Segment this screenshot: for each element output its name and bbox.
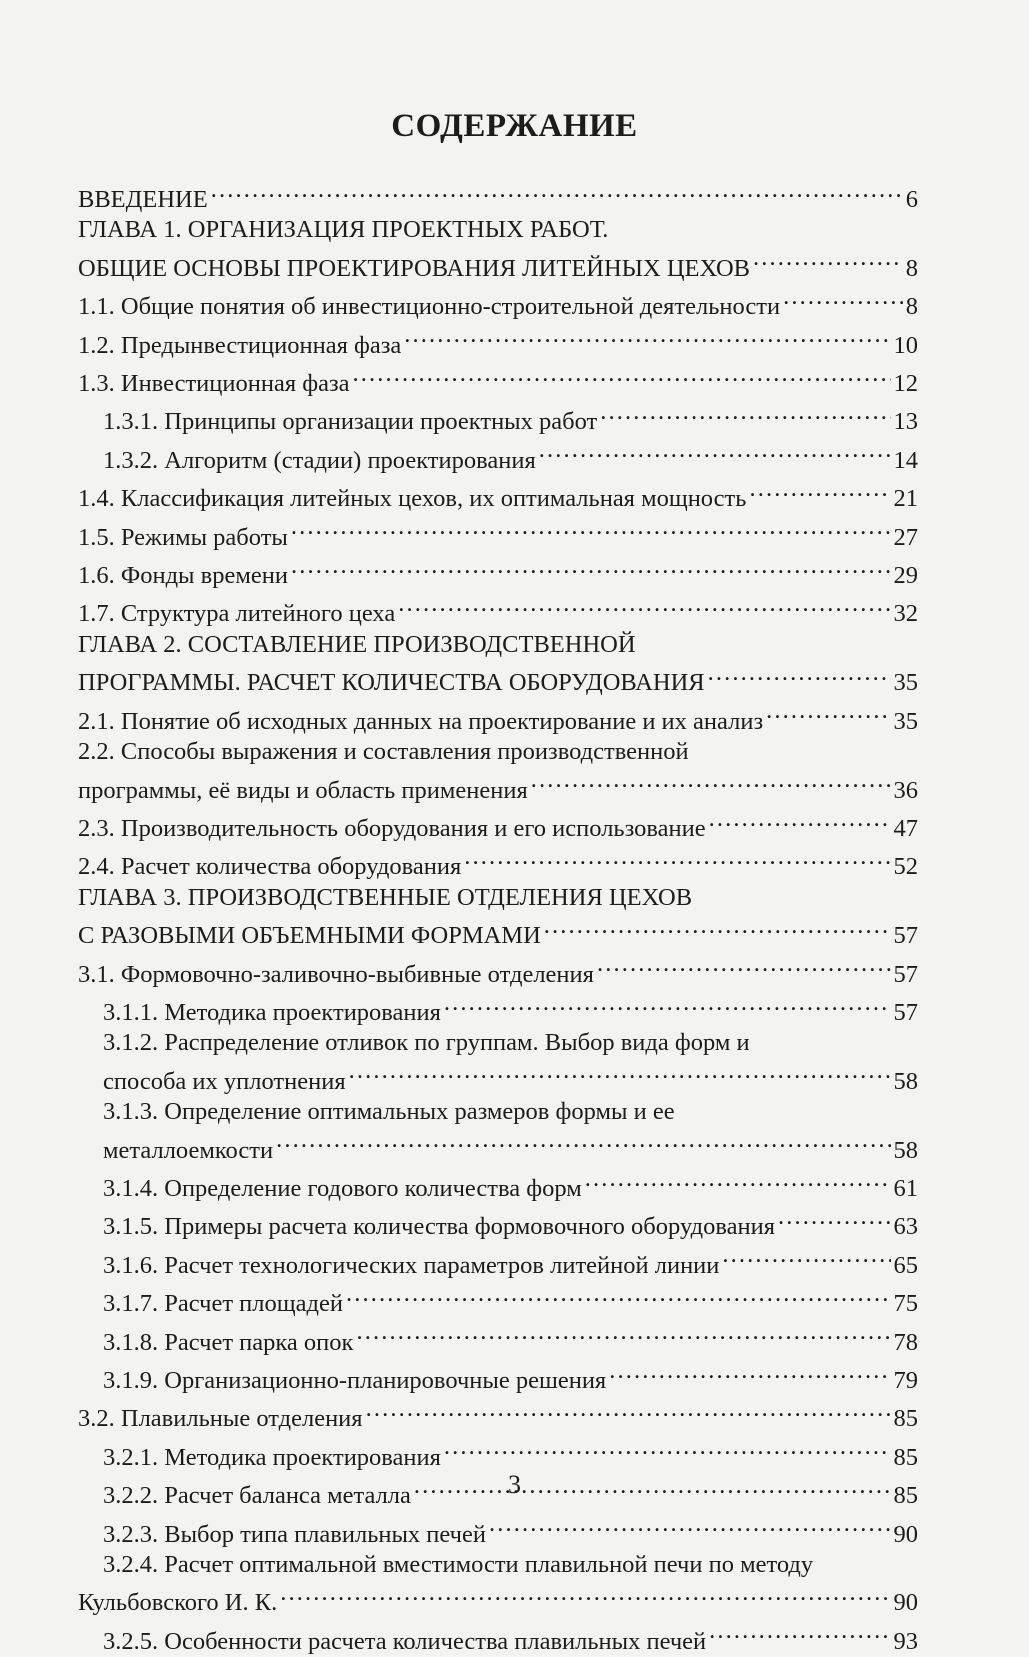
toc-entry-page: 57 xyxy=(893,998,918,1026)
toc-entry-page: 35 xyxy=(893,669,918,697)
table-of-contents xyxy=(78,177,918,1657)
toc-entry xyxy=(78,438,918,476)
toc-entry-title: 2.4. Расчет количества оборудования xyxy=(78,853,462,881)
dot-leader xyxy=(609,1358,890,1388)
toc-entry-page: 58 xyxy=(893,1067,918,1095)
toc-entry-page: 65 xyxy=(893,1251,918,1279)
dot-leader xyxy=(211,177,903,207)
dot-leader xyxy=(353,361,891,391)
dot-leader xyxy=(749,476,890,506)
toc-entry-page: 14 xyxy=(893,446,918,474)
dot-leader xyxy=(280,1580,890,1610)
dot-leader xyxy=(722,1243,890,1273)
dot-leader xyxy=(531,768,891,798)
toc-entry-page: 90 xyxy=(893,1589,918,1617)
dot-leader xyxy=(464,844,890,874)
toc-entry-title: 3.2.1. Методика проектирования xyxy=(103,1443,441,1471)
toc-entry-page: 78 xyxy=(893,1328,918,1356)
toc-entry-title: 3.1.6. Расчет технологических параметров литейной линии xyxy=(103,1251,720,1279)
toc-entry-title: 2.3. Производительность оборудования и его использование xyxy=(78,814,706,842)
toc-entry-page: 61 xyxy=(893,1174,918,1202)
toc-entry xyxy=(78,246,918,284)
toc-entry-title: программы, её виды и область применения xyxy=(78,776,528,804)
toc-entry-title: ПРОГРАММЫ. РАСЧЕТ КОЛИЧЕСТВА ОБОРУДОВАНИЯ xyxy=(78,669,705,697)
dot-leader xyxy=(783,284,903,314)
toc-entry-page: 79 xyxy=(893,1367,918,1394)
toc-entry-page: 85 xyxy=(893,1443,918,1471)
toc-entry-title: 3.1.8. Расчет парка опок xyxy=(103,1328,354,1356)
toc-entry-page: 13 xyxy=(893,408,918,436)
dot-leader xyxy=(709,1619,890,1649)
toc-entry-title: 1.5. Режимы работы xyxy=(78,523,288,551)
toc-entry-page: 29 xyxy=(893,562,918,590)
toc-entry-title: 1.2. Предынвестиционная фаза xyxy=(78,331,402,359)
toc-entry-line: ГЛАВА 1. ОРГАНИЗАЦИЯ ПРОЕКТНЫХ РАБОТ. xyxy=(78,216,609,244)
toc-entry xyxy=(78,1166,918,1204)
dot-leader xyxy=(544,913,891,943)
toc-entry-title: С РАЗОВЫМИ ОБЪЕМНЫМИ ФОРМАМИ xyxy=(78,922,541,950)
toc-entry xyxy=(78,323,918,361)
toc-entry-page: 10 xyxy=(893,331,918,359)
toc-entry xyxy=(78,952,918,990)
toc-entry xyxy=(78,768,918,806)
toc-entry-title: 1.3. Инвестиционная фаза xyxy=(78,370,350,398)
toc-entry-title: ОБЩИЕ ОСНОВЫ ПРОЕКТИРОВАНИЯ ЛИТЕЙНЫХ ЦЕХОВ xyxy=(78,254,751,282)
toc-entry-page: 75 xyxy=(893,1290,918,1318)
toc-entry-line: ГЛАВА 2. СОСТАВЛЕНИЕ ПРОИЗВОДСТВЕННОЙ xyxy=(78,630,636,658)
toc-entry xyxy=(78,660,918,698)
toc-entry xyxy=(78,284,918,322)
toc-entry xyxy=(78,515,918,553)
toc-entry-line: 3.2.4. Расчет оптимальной вместимости плавильной печи по методу xyxy=(103,1551,814,1579)
toc-entry-title: 3.1.9. Организационно-планировочные решения xyxy=(103,1367,607,1394)
toc-entry xyxy=(78,844,918,882)
toc-entry xyxy=(78,1435,918,1473)
toc-entry-title: ВВЕДЕНИЕ xyxy=(78,186,208,213)
toc-entry-title: 3.1.1. Методика проектирования xyxy=(103,998,441,1026)
toc-entry xyxy=(78,806,918,844)
dot-leader xyxy=(709,806,891,836)
toc-entry xyxy=(78,1580,918,1618)
toc-entry xyxy=(78,1243,918,1281)
toc-entry-page: 6 xyxy=(905,186,918,213)
dot-leader xyxy=(444,1435,891,1465)
toc-entry-page: 12 xyxy=(893,370,918,398)
dot-leader xyxy=(356,1320,890,1350)
toc-entry-line: ГЛАВА 3. ПРОИЗВОДСТВЕННЫЕ ОТДЕЛЕНИЯ ЦЕХОВ xyxy=(78,883,693,911)
dot-leader xyxy=(291,515,891,545)
toc-entry-title: способа их уплотнения xyxy=(103,1067,346,1095)
dot-leader xyxy=(489,1512,891,1542)
toc-entry-line: 2.2. Способы выражения и составления производственной xyxy=(78,738,689,766)
dot-leader xyxy=(585,1166,891,1196)
dot-leader xyxy=(708,660,891,690)
toc-entry xyxy=(78,591,918,629)
dot-leader xyxy=(766,699,890,729)
toc-entry-title: металлоемкости xyxy=(103,1136,274,1164)
toc-entry-title: 3.2.2. Расчет баланса металла xyxy=(103,1482,411,1510)
toc-entry xyxy=(78,1059,918,1097)
dot-leader xyxy=(398,591,890,621)
toc-entry-page: 58 xyxy=(893,1136,918,1164)
toc-entry-page: 8 xyxy=(905,293,918,321)
page-title: СОДЕРЖАНИЕ xyxy=(391,108,638,144)
dot-leader xyxy=(346,1281,891,1311)
toc-entry-title: 1.6. Фонды времени xyxy=(78,562,288,590)
toc-entry xyxy=(78,990,918,1028)
toc-entry-page: 93 xyxy=(893,1627,918,1655)
toc-entry-title: 3.2.5. Особенности расчета количества плавильных печей xyxy=(103,1627,707,1655)
toc-entry-title: 3.1.4. Определение годового количества форм xyxy=(103,1174,582,1202)
dot-leader xyxy=(291,553,891,583)
toc-entry-page: 52 xyxy=(893,853,918,881)
toc-entry-title: 1.3.1. Принципы организации проектных работ xyxy=(103,408,598,436)
toc-entry-page: 32 xyxy=(893,600,918,628)
toc-entry-title: 3.1.5. Примеры расчета количества формовочного оборудования xyxy=(103,1213,775,1241)
toc-entry xyxy=(78,361,918,399)
dot-leader xyxy=(539,438,891,468)
toc-entry-page: 90 xyxy=(893,1520,918,1548)
toc-entry-page: 47 xyxy=(893,814,918,842)
toc-entry-title: 3.1. Формовочно-заливочно-выбивные отделения xyxy=(78,960,594,988)
dot-leader xyxy=(366,1396,891,1426)
toc-entry xyxy=(78,913,918,951)
dot-leader xyxy=(753,246,903,276)
dot-leader xyxy=(444,990,891,1020)
toc-entry-title: 1.1. Общие понятия об инвестиционно-строительной деятельности xyxy=(78,293,781,321)
toc-entry-page: 8 xyxy=(905,254,918,282)
dot-leader xyxy=(778,1204,891,1234)
toc-entry xyxy=(78,699,918,737)
toc-entry-page: 63 xyxy=(893,1213,918,1241)
dot-leader xyxy=(404,323,890,353)
toc-entry-title: 3.2. Плавильные отделения xyxy=(78,1405,363,1433)
toc-entry-title: 1.4. Классификация литейных цехов, их оптимальная мощность xyxy=(78,485,747,513)
toc-entry xyxy=(78,553,918,591)
toc-entry-line: 3.1.2. Распределение отливок по группам. Выбор вида форм и xyxy=(103,1029,750,1057)
toc-entry xyxy=(78,1512,918,1550)
dot-leader xyxy=(276,1128,890,1158)
toc-entry-page: 85 xyxy=(893,1405,918,1433)
toc-entry-title: 1.7. Структура литейного цеха xyxy=(78,600,396,628)
toc-entry-page: 36 xyxy=(893,776,918,804)
toc-entry xyxy=(78,1396,918,1434)
toc-entry xyxy=(78,1358,918,1396)
toc-entry-page: 21 xyxy=(893,485,918,513)
toc-entry-title: 2.1. Понятие об исходных данных на проектирование и их анализ xyxy=(78,707,764,735)
toc-entry-title: 3.1.7. Расчет площадей xyxy=(103,1290,343,1318)
toc-entry-line: 3.1.3. Определение оптимальных размеров формы и ее xyxy=(103,1098,675,1126)
toc-entry xyxy=(78,476,918,514)
toc-entry-page: 57 xyxy=(893,922,918,950)
dot-leader xyxy=(597,952,891,982)
toc-entry-title: 3.2.3. Выбор типа плавильных печей xyxy=(103,1520,486,1548)
toc-entry xyxy=(78,1204,918,1242)
toc-entry xyxy=(78,1281,918,1319)
toc-entry-page: 27 xyxy=(893,523,918,551)
toc-entry-page: 85 xyxy=(893,1482,918,1510)
toc-entry-page: 57 xyxy=(893,960,918,988)
toc-entry xyxy=(78,1128,918,1166)
toc-entry xyxy=(78,1320,918,1358)
toc-entry xyxy=(78,399,918,437)
page-number: 3 xyxy=(508,1470,521,1499)
toc-entry-title: Кульбовского И. К. xyxy=(78,1589,278,1617)
dot-leader xyxy=(600,399,890,429)
toc-entry-title: 1.3.2. Алгоритм (стадии) проектирования xyxy=(103,446,536,474)
toc-entry xyxy=(78,177,918,215)
toc-entry xyxy=(78,1619,918,1657)
dot-leader xyxy=(349,1059,891,1089)
toc-entry-page: 35 xyxy=(893,707,918,735)
